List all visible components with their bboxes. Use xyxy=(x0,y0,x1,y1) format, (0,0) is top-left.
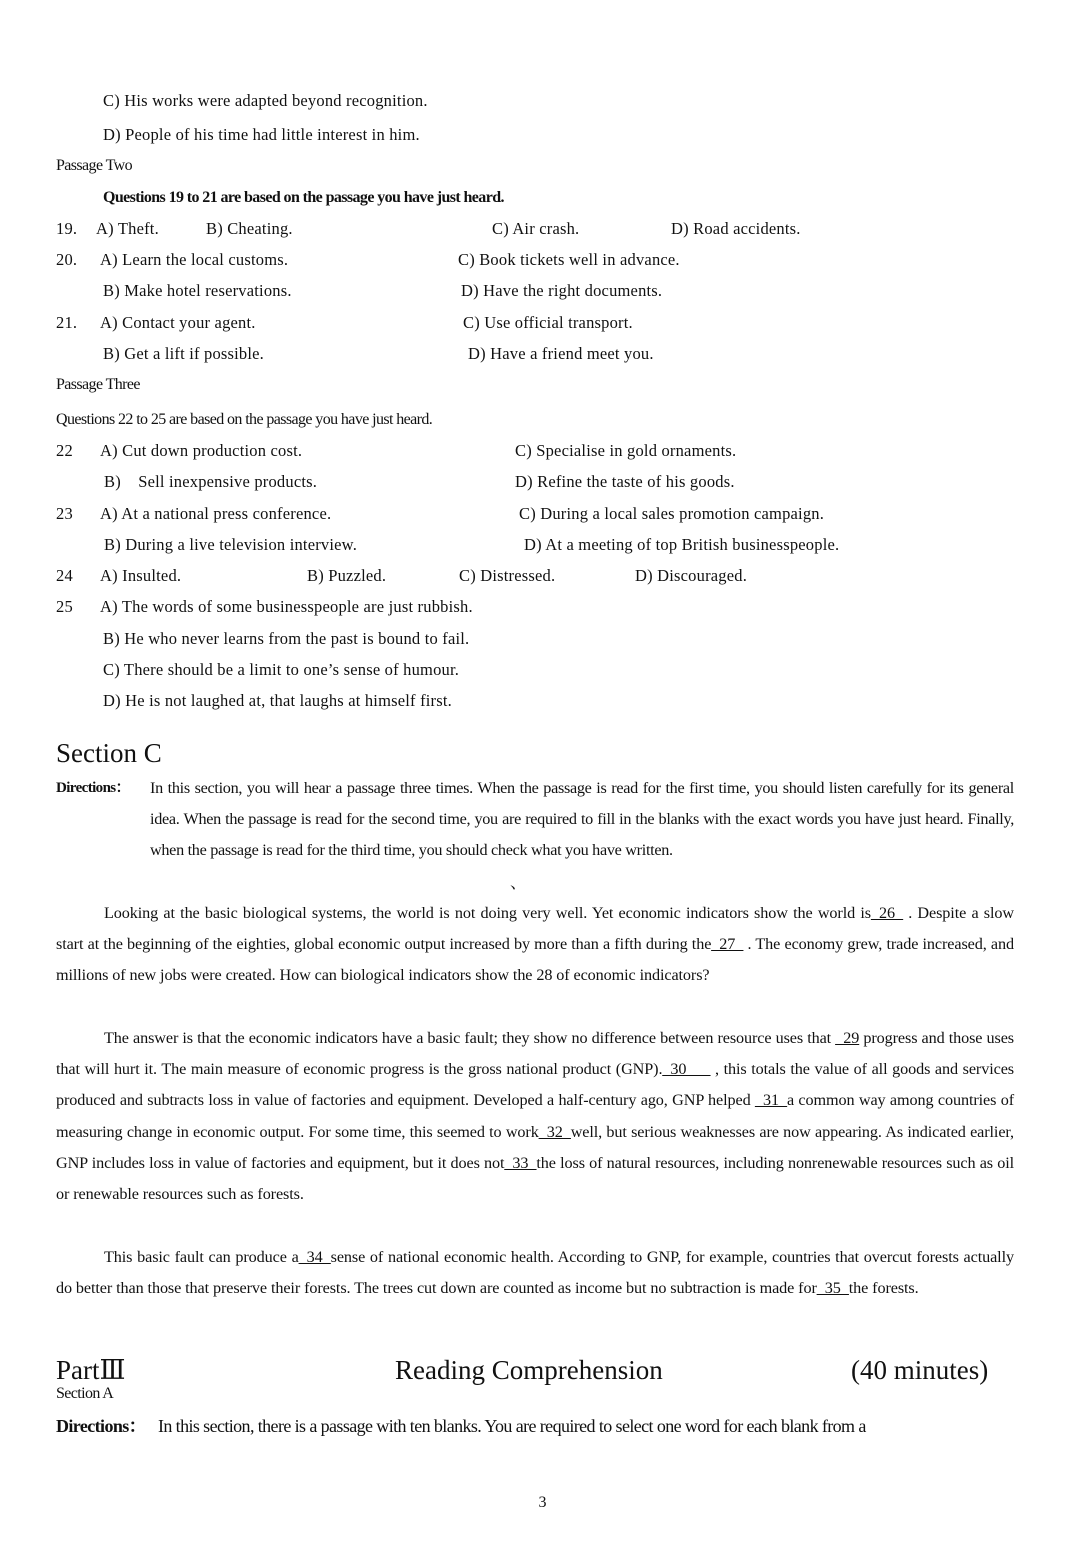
q24-option-b: B) Puzzled. xyxy=(307,566,387,585)
section-c-directions xyxy=(56,773,1014,897)
q18-option-d: D) People of his time had little interest in him. xyxy=(103,125,420,144)
q21-option-c: C) Use official transport. xyxy=(463,313,633,332)
blank-35[interactable]: _35_ xyxy=(816,1279,849,1298)
blank-27[interactable]: _27_ xyxy=(711,935,744,954)
q25-option-c: C) There should be a limit to one’s sense of humour. xyxy=(103,660,460,679)
passage-three-instruction: Questions 22 to 25 are based on the passage you have just heard. xyxy=(56,411,433,428)
blank-33[interactable]: _33_ xyxy=(504,1153,537,1172)
q24-number: 24 xyxy=(56,566,73,585)
blank-34[interactable]: _34_ xyxy=(298,1248,331,1266)
q22-option-a: A) Cut down production cost. xyxy=(100,441,303,460)
q23-option-c: C) During a local sales promotion campaign. xyxy=(519,504,825,523)
blank-30[interactable]: _30___ xyxy=(662,1060,711,1079)
q23-number: 23 xyxy=(56,504,73,523)
q24-option-a: A) Insulted. xyxy=(100,566,182,585)
stray-mark: 、 xyxy=(510,873,527,892)
q19-option-c: C) Air crash. xyxy=(492,219,580,238)
q20-option-d: D) Have the right documents. xyxy=(461,281,663,300)
part-three-directions-label: Directions： xyxy=(56,1416,147,1436)
paragraph-2: The answer is that the economic indicators have a basic fault; they show no difference between resource uses that _29 progress and those uses that will hurt it. The main measure of economic progress is the gross national product (GNP)._30___ , this totals the value of all goods and services produced and subtracts loss in value of factories and equipment. Developed a half-century ago, GNP helped _31_a common way among countries of measuring change in economic output. For some time, this seemed to work_32_well, but serious weaknesses are now appearing. As indicated earlier, GNP includes loss in value of factories and equipment, but it does not_33_the loss of natural resources, including nonrenewable resources such as oil or renewable resources such as forests. xyxy=(56,1029,1015,1204)
q19-option-b: B) Cheating. xyxy=(206,219,293,238)
blank-32[interactable]: _32_ xyxy=(538,1122,571,1141)
section-c-directions-label: Directions： xyxy=(56,780,130,796)
blank-26[interactable]: _26_ xyxy=(870,904,903,922)
q23-option-b: B) During a live television interview. xyxy=(104,535,358,554)
q22-option-b: B) Sell inexpensive products. xyxy=(104,472,318,491)
q25-option-b: B) He who never learns from the past is bound to fail. xyxy=(103,629,470,648)
q20-number: 20. xyxy=(56,250,78,269)
paragraph-1: Looking at the basic biological systems, the world is not doing very well. Yet economic indicators show the world is_26_ . Despite a slow start at the beginning of the eighties, global economic output increased by more than a fifth during the_27_ . The economy grew, trade increased, and millions of new jobs were created. How can biological indicators show the 28 of economic indicators? xyxy=(56,904,1014,985)
q21-number: 21. xyxy=(56,313,78,332)
q21-option-b: B) Get a lift if possible. xyxy=(103,344,265,363)
q23-option-a: A) At a national press conference. xyxy=(100,504,332,523)
q21-option-a: A) Contact your agent. xyxy=(100,313,256,332)
q22-option-c: C) Specialise in gold ornaments. xyxy=(515,441,737,460)
part-three-directions-text: In this section, there is a passage with ten blanks. You are required to select one word for each blank from a xyxy=(157,1416,866,1436)
section-c-heading: Section C xyxy=(56,738,162,768)
passage-three-title: Passage Three xyxy=(56,376,140,393)
q18-option-c: C) His works were adapted beyond recognition. xyxy=(103,91,428,110)
q23-option-d: D) At a meeting of top British businesspeople. xyxy=(524,535,840,554)
q20-option-c: C) Book tickets well in advance. xyxy=(458,250,680,269)
q25-option-d: D) He is not laughed at, that laughs at himself first. xyxy=(103,691,452,710)
q19-option-a: A) Theft. xyxy=(96,219,159,238)
part-three-title: Reading Comprehension xyxy=(395,1355,663,1385)
paragraph-3: This basic fault can produce a_34_sense of national economic health. According to GNP, for example, countries that overcut forests actually do better than those that preserve their forests. The trees cut down are counted as income but no subtraction is made for_35_the forests. xyxy=(56,1248,1014,1298)
q24-option-c: C) Distressed. xyxy=(459,566,556,585)
part-three-directions xyxy=(56,1416,866,1436)
section-a-heading: Section A xyxy=(56,1385,114,1402)
q19-option-d: D) Road accidents. xyxy=(671,219,801,238)
passage-two-title: Passage Two xyxy=(56,157,132,174)
passage-two-instruction: Questions 19 to 21 are based on the passage you have just heard. xyxy=(103,189,504,206)
q25-number: 25 xyxy=(56,597,73,616)
blank-29[interactable]: _29 xyxy=(835,1029,860,1047)
page-number: 3 xyxy=(538,1494,547,1511)
q25-option-a: A) The words of some businesspeople are just rubbish. xyxy=(100,597,473,616)
q22-number: 22 xyxy=(56,441,73,460)
q20-option-a: A) Learn the local customs. xyxy=(100,250,289,269)
blank-31[interactable]: _31_ xyxy=(754,1091,787,1110)
part-three-label: PartⅢ xyxy=(56,1355,126,1385)
q20-option-b: B) Make hotel reservations. xyxy=(103,281,292,300)
q24-option-d: D) Discouraged. xyxy=(635,566,748,585)
section-c-directions-text: In this section, you will hear a passage three times. When the passage is read for the first time, you should listen carefully for its general idea. When the passage is read for the second time, you are required to fill in the blanks with the exact words you have just heard. Finally, when the passage is read for the third time, you should check what you have written. xyxy=(150,779,1014,859)
part-three-time: (40 minutes) xyxy=(851,1355,989,1385)
q22-option-d: D) Refine the taste of his goods. xyxy=(515,472,735,491)
q19-number: 19. xyxy=(56,219,78,238)
q21-option-d: D) Have a friend meet you. xyxy=(468,344,654,363)
